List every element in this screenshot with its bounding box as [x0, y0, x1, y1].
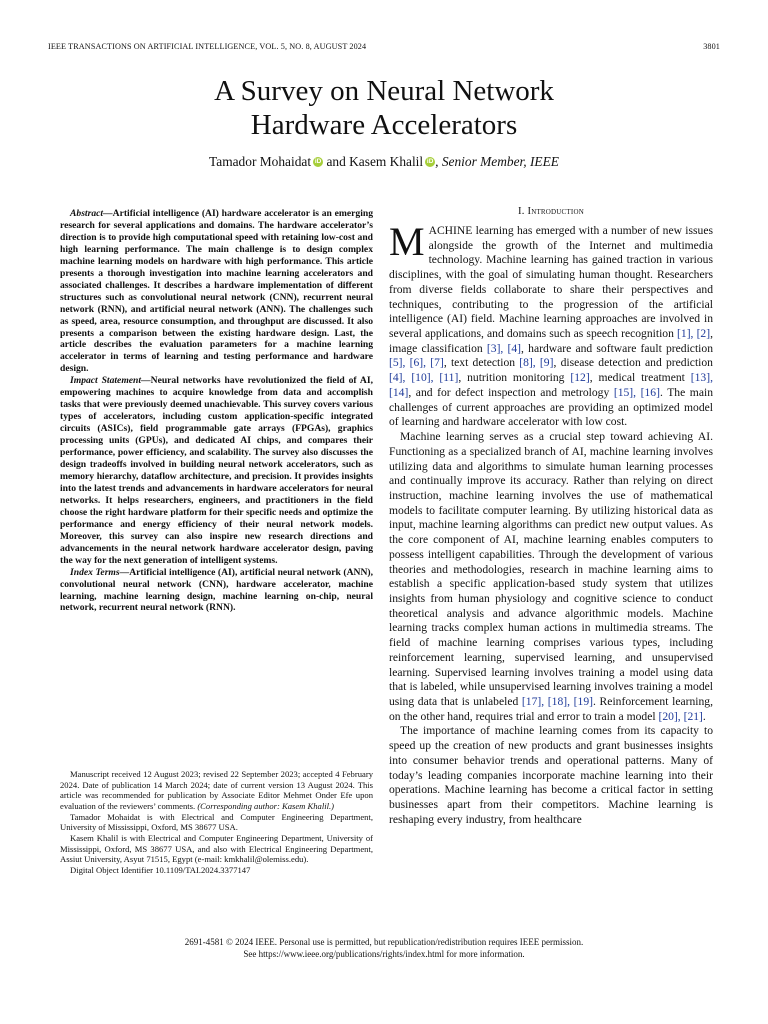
author-2-membership: , Senior Member, IEEE [435, 154, 559, 169]
footnote-doi: Digital Object Identifier 10.1109/TAI.2024.3377147 [70, 864, 251, 875]
title-line-1: A Survey on Neural Network [214, 75, 554, 107]
citation-link[interactable]: [15], [16] [613, 385, 660, 399]
footnote-affiliation-1: Tamador Mohaidat is with Electrical and Computer Engineering Department, University of Mississippi, Oxford, MS 38677 USA. [60, 811, 373, 833]
corresponding-author: (Corresponding author: Kasem Khalil.) [197, 800, 335, 811]
running-header [48, 42, 720, 54]
paragraph-text: , and for defect inspection and metrology [408, 385, 614, 399]
page-number: 3801 [703, 42, 720, 51]
author-conjunction: and [323, 154, 350, 169]
citation-link[interactable]: [4], [10], [11] [389, 371, 459, 385]
citation-link[interactable]: [20], [21] [658, 709, 703, 723]
paragraph-text: , hardware and software fault prediction [521, 341, 713, 355]
paragraph-text: , nutrition monitoring [458, 371, 571, 385]
left-column [60, 208, 373, 614]
footnote-manuscript [60, 769, 373, 812]
right-column [389, 206, 713, 827]
section-number: I. [518, 206, 528, 217]
copyright-footer [0, 937, 768, 960]
copyright-line: 2691-4581 © 2024 IEEE. Personal use is permitted, but republication/redistribution requires IEEE permission. [184, 937, 584, 947]
rights-link-line: See https://www.ieee.org/publications/rights/index.html for more information. [243, 948, 525, 959]
paragraph-text: . The main challenges of current approaches are providing an optimized model of learning and hardware accelerator with low cost. [389, 385, 713, 429]
footnote-affiliation-2: Kasem Khalil is with Electrical and Computer Engineering Department, University of Mississippi, Oxford, MS 38677 USA, and also with Electrical Engineering Department, Assiut University, Asyut 71515, Egypt (e-mail: kmkhalil@olemiss.edu). [60, 832, 373, 865]
author-1: Tamador Mohaidat [209, 154, 312, 169]
index-terms [60, 567, 373, 615]
paragraph-text: , text detection [443, 356, 520, 370]
paragraph-text: . Reinforcement learning, on the other hand, requires trial and error to train a model [389, 695, 713, 723]
impact-text: Neural networks have revolutionized the field of AI, empowering machines to acquire knowledge from data and accomplish tasks that were previously deemed unachievable. This survey covers various types of accelerators, including custom application-specific integrated circuits (ASICs), field programmable gate arrays (FPGAs), graphics processing units (GPUs), and dedicated AI chips, and compares their performance, power efficiency, and scalability. The survey also discusses the design tradeoffs involved in building neural network accelerators, such as memory hierarchy, dataflow architecture, and precision. It provides insights into the latest trends and advancements in hardware accelerators for neural networks. It helps researchers, engineers, and practitioners in the field choose the right hardware platform for their specific needs and optimize the performance and energy efficiency of their neural network models. Moreover, this survey can also inspire new research directions and advancements in the neural network hardware accelerator design, paving the way for the next generation of intelligent systems. [60, 375, 373, 566]
citation-link[interactable]: [5], [6], [7] [389, 356, 444, 370]
footnotes [60, 769, 373, 876]
impact-statement [60, 375, 373, 566]
orcid-icon[interactable]: iD [426, 158, 434, 165]
citation-link[interactable]: [13], [14] [389, 371, 713, 399]
title-line-2: Hardware Accelerators [250, 109, 518, 141]
section-title: Introduction [527, 206, 584, 217]
paragraph-text: Machine learning serves as a crucial step toward achieving AI. Functioning as a specialized branch of AI, machine learning involves utilizing data and algorithms to simulate human learning processes and continually improve its accuracy. Rather than relying on direct instruction, machine learning involves the use of mathematical models to facilitate computer learning. By utilizing historical data as input, machine learning algorithms can predict new output values. As the core component of AI, machine learning enables computers to possess intelligent capabilities. Through the development of various theories and methodologies, research in machine learning aims to establish a specific application-based study system that utilizes insights from human physiology and cognitive science to conduct theoretical analysis and advance algorithmic models. Machine learning tracks complex human actions in multimedia streams. The field of machine learning comprises various types, including reinforcement learning, supervised learning, and unsupervised learning. Supervised learning involves training a model using data that is labeled, while unsupervised learning involves training a model using data that is unlabeled [389, 430, 713, 708]
citation-link[interactable]: [3], [4] [486, 341, 522, 355]
paragraph-text: ACHINE learning has emerged with a number of new issues alongside the growth of the Internet and multimedia technology. Machine learning has gained traction in various disciplines, with the goal of simulating human thought. Researchers from diverse fields collaborate to share their perspectives and techniques, contributing to the progression of the artificial intelligence (AI) field. Machine learning approaches are involved in several applications, and domains such as speech recognition [389, 224, 713, 341]
paragraph-1 [389, 219, 713, 430]
citation-link[interactable]: [12] [570, 371, 590, 385]
index-terms-label: Index Terms— [70, 566, 130, 578]
abstract-label: Abstract— [70, 208, 113, 219]
citation-link[interactable]: [17], [18], [19] [521, 695, 593, 708]
abstract [60, 208, 373, 375]
paper-title [0, 74, 768, 142]
abstract-text: Artificial intelligence (AI) hardware accelerator is an emerging research for several applications and domains. The hardware accelerator’s direction is to provide high computational speed with retaining low-cost and high learning performance. The main challenge is to design complex machine learning models on hardware with high performance. This article presents a thorough investigation into machine learning accelerators and associated challenges. It describes a hardware implementation of different structures such as convolutional neural network (CNN), recurrent neural network (RNN), and artificial neural network (ANN). The challenges such as speed, area, resource consumption, and throughput are discussed. It also presents a comparison between the existing hardware design. Last, the article describes the evaluation parameters for a machine learning accelerator in terms of learning and testing performance and hardware design. [60, 208, 373, 375]
paragraph-text: , disease detection and prediction [553, 356, 713, 370]
paragraph-text: . [702, 709, 706, 723]
impact-label: Impact Statement— [70, 375, 151, 387]
paragraph-text: , medical treatment [589, 371, 691, 385]
orcid-icon[interactable]: iD [314, 158, 322, 165]
citation-link[interactable]: [8], [9] [519, 356, 554, 370]
body-text [389, 219, 713, 827]
paragraph-3: The importance of machine learning comes from its capacity to speed up the creation of new products and grant businesses insights into consumer behavior trends and operational patterns. Many of today’s leading companies incorporate machine learning into their operations. Machine learning has become a critical factor in setting businesses apart from their competitors. Machine learning is reshaping every industry, from healthcare [389, 724, 713, 826]
index-terms-text: Artificial intelligence (AI), artificial neural network (ANN), convolutional neural network (CNN), hardware accelerator, machine learning, machine learning design, machine learning on-chip, neural network, recurrent neural network (RNN). [60, 566, 373, 614]
abstract-block [60, 208, 373, 614]
paragraph-2 [389, 430, 713, 724]
author-line [0, 153, 768, 171]
journal-name: IEEE TRANSACTIONS ON ARTIFICIAL INTELLIGENCE, VOL. 5, NO. 8, AUGUST 2024 [48, 42, 367, 51]
section-heading [389, 206, 713, 217]
manuscript-history: Manuscript received 12 August 2023; revised 22 September 2023; accepted 4 February 2024. Date of publication 14 March 2024; date of current version 13 August 2024. This article was recommended for publication by Associate Editor Mehmet Onder Efe upon evaluation of the reviewers’ comments. [60, 769, 373, 811]
drop-cap: M [389, 219, 425, 264]
author-2: Kasem Khalil [349, 154, 424, 169]
citation-link[interactable]: [1], [2] [677, 327, 711, 341]
paragraph-text: , image classification [389, 327, 713, 355]
